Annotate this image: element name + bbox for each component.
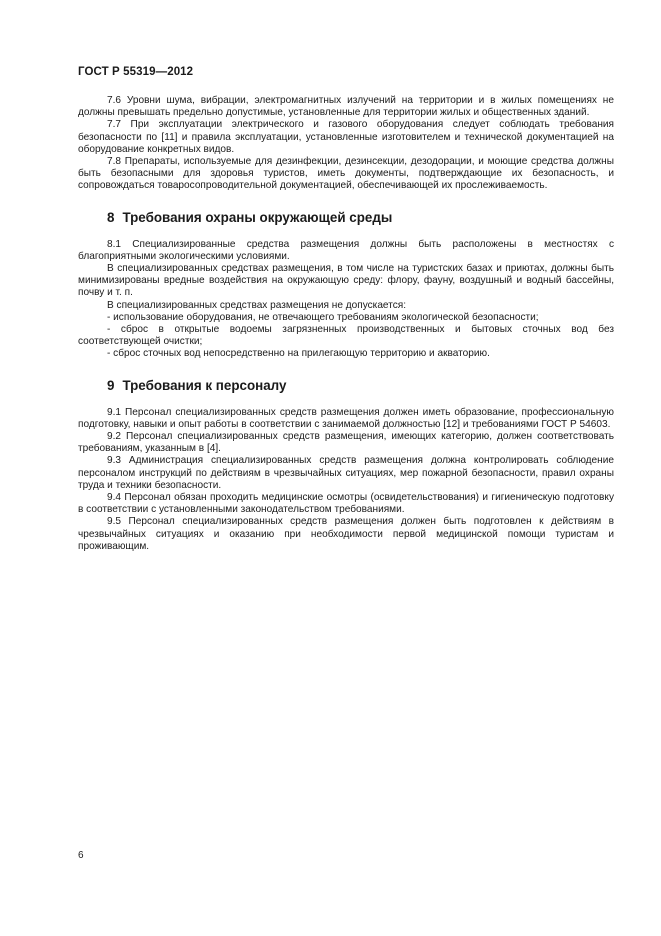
- section-8-number: 8: [107, 209, 115, 225]
- section-9-number: 9: [107, 377, 115, 393]
- document-body: [78, 95, 614, 553]
- paragraph-9-4: 9.4 Персонал обязан проходить медицинские осмотры (освидетельствования) и гигиеническую подготовку в соответствии с установленными законодательством требованиями.: [78, 492, 614, 516]
- paragraph-8-1: 8.1 Специализированные средства размещения должны быть расположены в местностях с благоприятными экологическими условиями.: [78, 238, 614, 262]
- section-8-heading: [78, 210, 614, 226]
- section-9-heading: [78, 378, 614, 394]
- list-item: - сброс в открытые водоемы загрязненных производственных и бытовых сточных вод без соответствующей очистки;: [78, 324, 614, 348]
- paragraph-9-5: 9.5 Персонал специализированных средств размещения должен быть подготовлен к действиям в чрезвычайных ситуациях и оказанию при необходимости первой медицинской помощи туристам и проживающим.: [78, 516, 614, 552]
- paragraph-7-7: 7.7 При эксплуатации электрического и газового оборудования следует соблюдать требования безопасности по [11] и правила эксплуатации, установленные изготовителем и технической документацией на оборудование конкретных видов.: [78, 119, 614, 155]
- list-item: - сброс сточных вод непосредственно на прилегающую территорию и акваторию.: [107, 348, 490, 360]
- page-number: 6: [78, 850, 84, 861]
- section-9-title: Требования к персоналу: [122, 377, 287, 393]
- section-8-title: Требования охраны окружающей среды: [122, 209, 393, 225]
- paragraph-9-2: 9.2 Персонал специализированных средств размещения, имеющих категорию, должен соответствовать требованиям, указанным в [4].: [78, 431, 614, 455]
- paragraph-7-6: 7.6 Уровни шума, вибрации, электромагнитных излучений на территории и в жилых помещениях не должны превышать предельно допустимые, установленные для территории жилых и общественных зданий.: [78, 95, 614, 119]
- paragraph-7-8: 7.8 Препараты, используемые для дезинфекции, дезинсекции, дезодорации, и моющие средства должны быть безопасными для здоровья туристов, иметь документы, подтверждающие их безопасность, и сопровождаться товаросопроводительной документацией, обеспечивающей их прослеживаемость.: [78, 156, 614, 192]
- paragraph-8-1-c: В специализированных средствах размещения не допускается:: [107, 299, 407, 311]
- paragraph-9-3: 9.3 Администрация специализированных средств размещения должна контролировать соблюдение персоналом инструкций по действиям в чрезвычайных ситуациях, мер пожарной безопасности, правил охраны труда и техники безопасности.: [78, 455, 614, 491]
- list-item: - использование оборудования, не отвечающего требованиям экологической безопасности;: [107, 311, 539, 323]
- paragraph-8-1-b: В специализированных средствах размещения, в том числе на туристских базах и приютах, должны быть минимизированы вредные воздействия на окружающую среду: флору, фауну, воздушный и водный бассейны, почву и т. п.: [78, 263, 614, 299]
- document-header: ГОСТ Р 55319—2012: [78, 66, 194, 78]
- paragraph-9-1: 9.1 Персонал специализированных средств размещения должен иметь образование, профессиональную подготовку, навыки и опыт работы в соответствии с занимаемой должностью [12] и требованиями ГОСТ Р 54603.: [78, 406, 614, 430]
